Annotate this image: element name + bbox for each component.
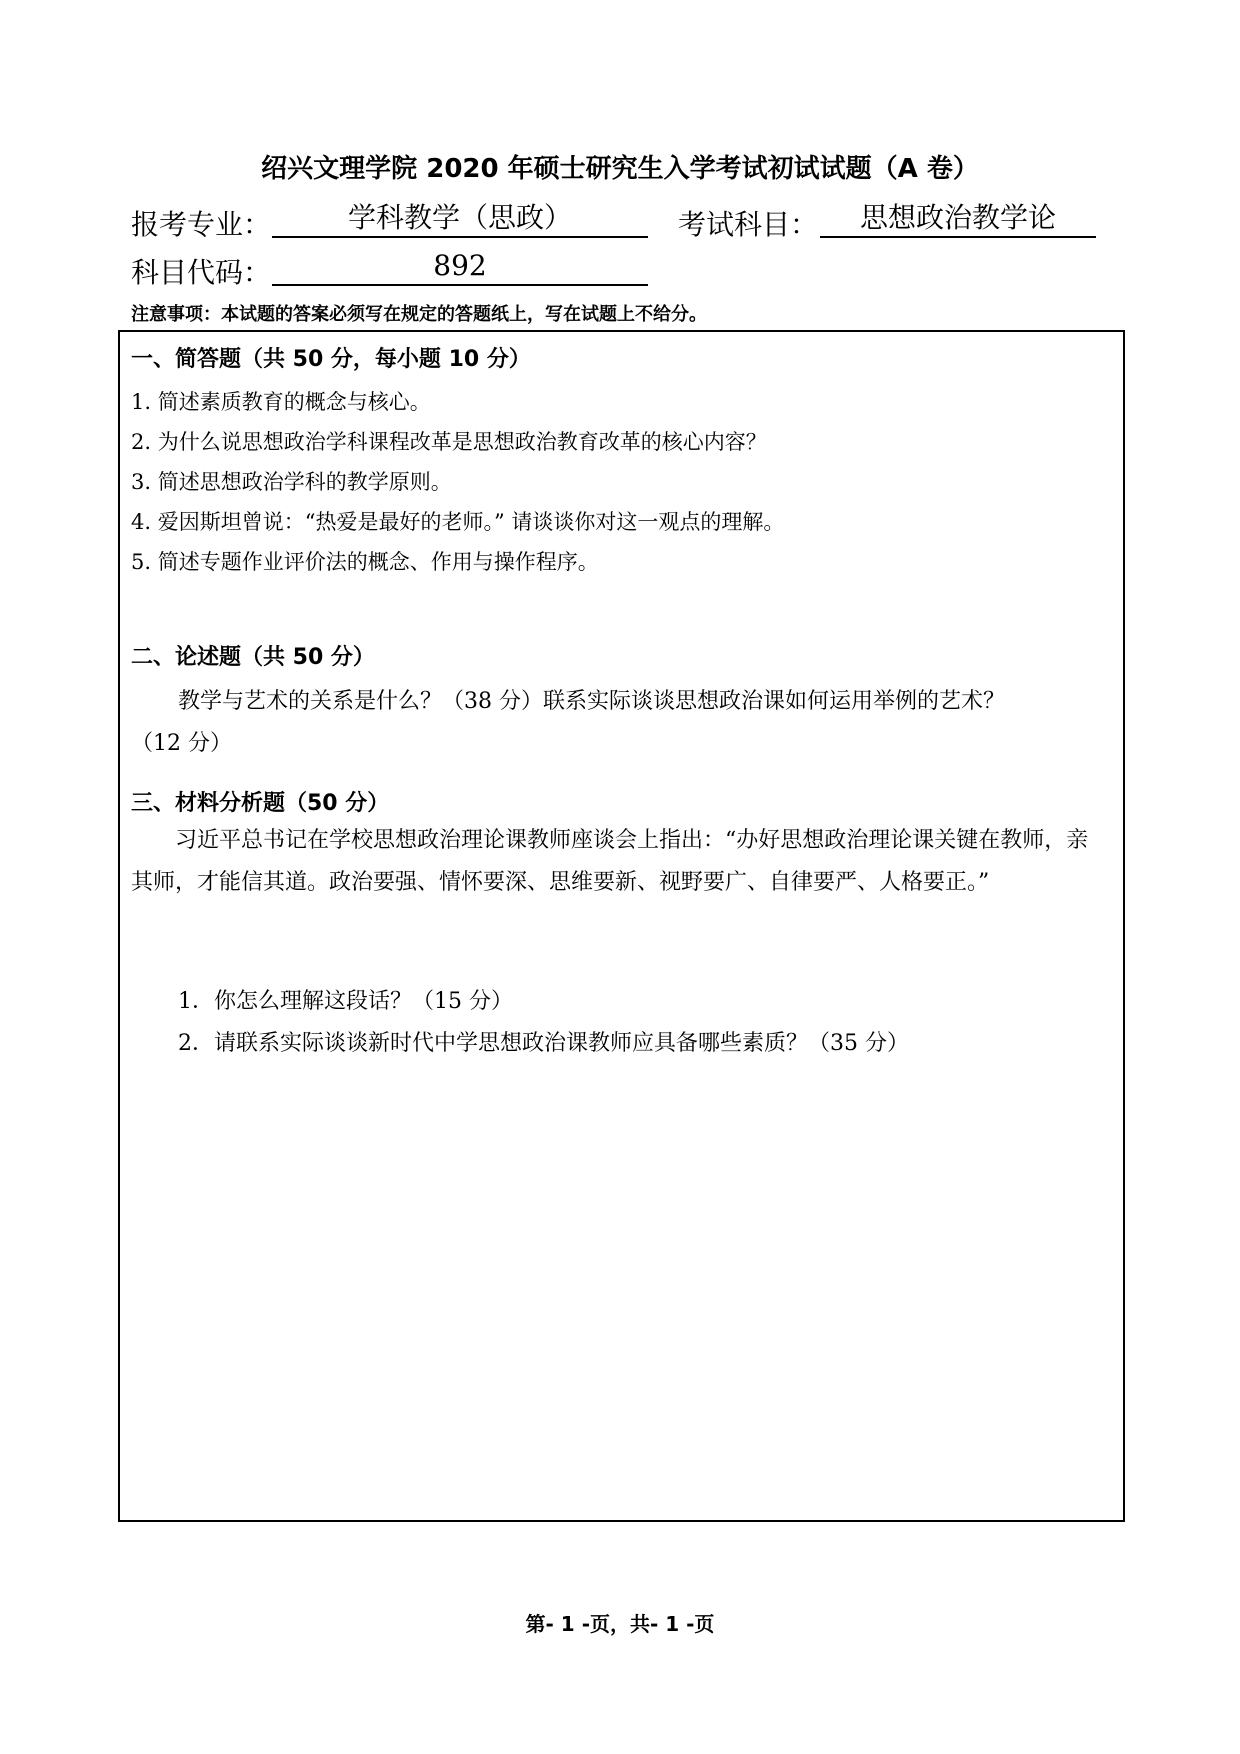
major-value: 学科教学（思政）	[272, 200, 648, 238]
subject-label: 考试科目：	[678, 208, 819, 241]
question-item: 4. 爱因斯坦曾说：“热爱是最好的老师。” 请谈谈你对这一观点的理解。	[131, 510, 785, 534]
code-label: 科目代码：	[131, 256, 272, 289]
section2-text-cont: （12 分）	[131, 731, 232, 756]
code-value: 892	[272, 248, 648, 286]
section3-heading: 三、材料分析题（50 分）	[131, 791, 390, 816]
exam-title: 绍兴文理学院 2020 年硕士研究生入学考试初试试题（A 卷）	[261, 154, 979, 184]
section3-material: 习近平总书记在学校思想政治理论课教师座谈会上指出：“办好思想政治理论课关键在教师，亲其师，才能信其道。政治要强、情怀要深、思维要新、视野要广、自律要严、人格要正。”	[131, 828, 1089, 895]
section1-heading: 一、简答题（共 50 分，每小题 10 分）	[131, 347, 531, 372]
sub-question: 2．请联系实际谈谈新时代中学思想政治课教师应具备哪些素质？（35 分）	[178, 1031, 909, 1056]
question-item: 2. 为什么说思想政治学科课程改革是思想政治教育改革的核心内容？	[131, 430, 767, 454]
question-item: 5. 简述专题作业评价法的概念、作用与操作程序。	[131, 550, 599, 574]
subject-value: 思想政治教学论	[820, 200, 1096, 238]
page-number: 第- 1 -页，共- 1 -页	[525, 1612, 715, 1636]
question-item: 1. 简述素质教育的概念与核心。	[131, 390, 431, 414]
notice-text: 注意事项：本试题的答案必须写在规定的答题纸上，写在试题上不给分。	[131, 304, 707, 325]
section2-text: 教学与艺术的关系是什么？（38 分）联系实际谈谈思想政治课如何运用举例的艺术？	[178, 689, 1005, 714]
section2-heading: 二、论述题（共 50 分）	[131, 645, 375, 670]
major-label: 报考专业：	[131, 208, 272, 241]
question-item: 3. 简述思想政治学科的教学原则。	[131, 470, 452, 494]
sub-question: 1．你怎么理解这段话？（15 分）	[178, 989, 513, 1014]
question-box	[118, 330, 1125, 1522]
